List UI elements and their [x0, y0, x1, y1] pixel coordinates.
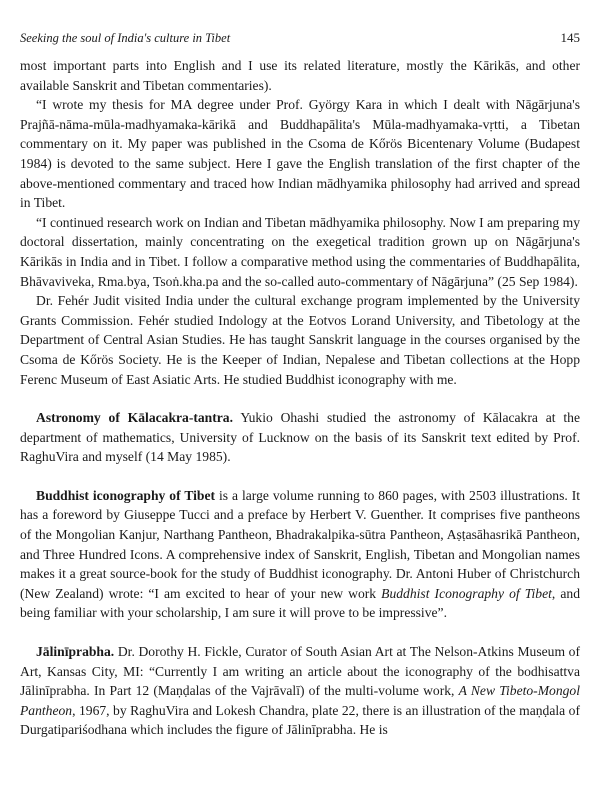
- book-title-iconography: Buddhist Iconography of Tibet: [381, 585, 552, 601]
- book-title-pantheon: A New Tibeto-Mongol Pantheon: [20, 683, 580, 718]
- paragraph-buddhist-iconography: [20, 486, 580, 623]
- paragraph-continuation: most important parts into English and I use its related literature, mostly the Kārikās, and other available Sanskrit and Tibetan commentaries).: [20, 58, 580, 93]
- heading-kalacakra: Astronomy of Kālacakra-tantra.: [36, 410, 233, 426]
- text-jaliniprabha-b: , 1967, by RaghuVira and Lokesh Chandra, plate 22, there is an illustration of the maṇḍala of Durgatipariśodhana which includes the figure of Jālinīprabha. He is: [20, 702, 580, 738]
- text-jaliniprabha-a: Dr. Dorothy H. Fickle, Curator of South Asian Art at The Nelson-Atkins Museum of Art, Kansas City, MI: “Currently I am writing an article about the iconography of the bodhisattva Jālinīprabha. In Part 12 (Maṇḍalas of the Vajrāvalī) of the multi-volume work,: [20, 644, 580, 699]
- paragraph-jaliniprabha: [20, 642, 580, 740]
- paragraph-kalacakra: [20, 408, 580, 467]
- page-number: 145: [560, 30, 580, 45]
- text-iconography-b: , and being familiar with your scholarship, I am sure it will prove to be impressive”.: [20, 585, 580, 621]
- page-header: [20, 30, 580, 56]
- heading-buddhist-iconography: Buddhist iconography of Tibet: [36, 487, 216, 503]
- heading-jaliniprabha: Jālinīprabha.: [36, 644, 115, 660]
- body-text: [20, 56, 580, 740]
- paragraph-feher-judit: Dr. Fehér Judit visited India under the cultural exchange program implemented by the University Grants Commission. Fehér studied Indology at the Eotvos Lorand University, and Tibetology at the Department of Central Asian Studies. He has taught Sanskrit language in the courses organised by the Csoma de Kőrös Society. He is the Keeper of Indian, Nepalese and Tibetan collections at the Hopp Ferenc Museum of East Asiatic Arts. He studied Buddhist iconography with me.: [20, 293, 580, 387]
- text-kalacakra: Yukio Ohashi studied the astronomy of Kālacakra at the department of mathematics, University of Lucknow on the basis of its Sanskrit text edited by Prof. RaghuVira and myself (14 May 1985).: [20, 410, 580, 465]
- paragraph-research-quote: “I continued research work on Indian and Tibetan mādhyamika philosophy. Now I am preparing my doctoral dissertation, mainly concentrating on the exegetical tradition grown up on Nāgārjuna's Kārikās in India and in Tibet. I follow a comparative method using the commentaries of Buddhapālita, Bhāvaviveka, Rma.bya, Tsoṅ.kha.pa and the so-called auto-commentary of Nāgārjuna” (25 Sep 1984).: [20, 214, 580, 289]
- paragraph-thesis-quote: “I wrote my thesis for MA degree under Prof. György Kara in which I dealt with Nāgārjuna's Prajñā-nāma-mūla-madhyamaka-kārikā and Buddhapālita's Mūla-madhyamaka-vṛtti, a Tibetan commentary on it. My paper was published in the Csoma de Kőrös Bicentenary Volume (Budapest 1984) is devoted to the same subject. Here I gave the English translation of the first chapter of the above-mentioned commentary and traced how Indian mādhyamika philosophy had arrived and spread in Tibet.: [20, 97, 580, 211]
- running-title: Seeking the soul of India's culture in Tibet: [20, 31, 231, 45]
- text-iconography-a: is a large volume running to 860 pages, with 2503 illustrations. It has a foreword by Giuseppe Tucci and a preface by Herbert V. Guenther. It comprises five pantheons of the Mongolian Kanjur, Narthang Pantheon, Bhadrakalpika-sūtra Pantheon, Aṣṭasāhasrikā Pantheon, and Three Hundred Icons. A comprehensive index of Sanskrit, English, Tibetan and Mongolian names makes it a great source-book for the study of Buddhist iconography. Dr. Antoni Huber of Christchurch (New Zealand) wrote: “I am excited to hear of your new work: [20, 487, 581, 601]
